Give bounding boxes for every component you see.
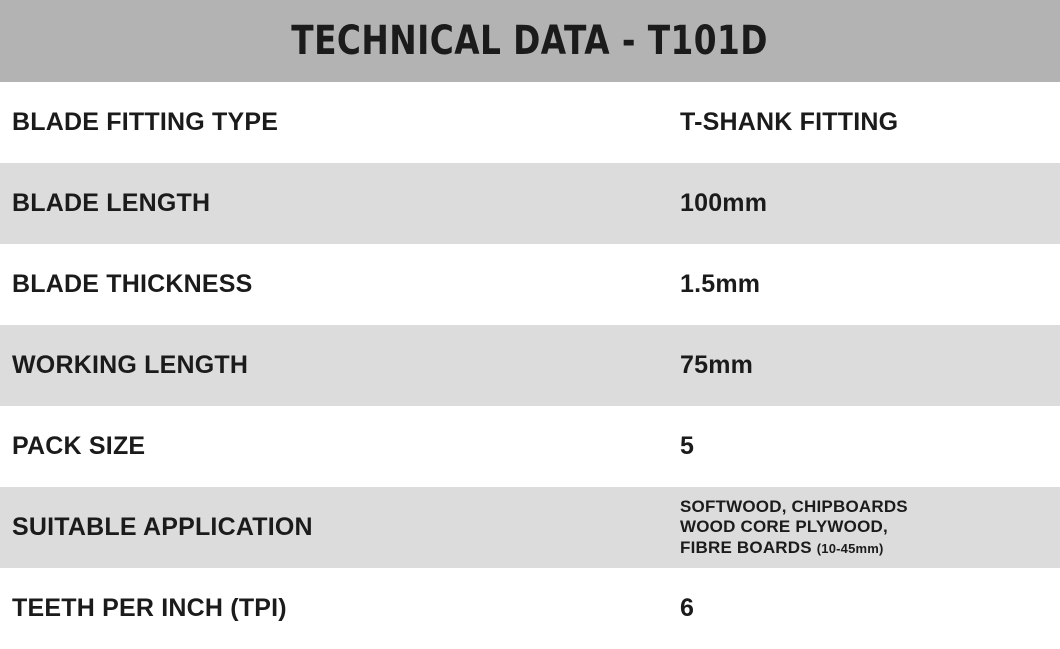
table-row: [0, 325, 1060, 406]
table-row: [0, 568, 1060, 649]
row-value-line: WOOD CORE PLYWOOD,: [680, 517, 888, 537]
row-label: BLADE LENGTH: [12, 189, 211, 218]
row-value-line: FIBRE BOARDS: [680, 537, 812, 557]
row-value: 100mm: [680, 189, 768, 218]
row-label: PACK SIZE: [12, 432, 146, 461]
row-value: 6: [680, 594, 695, 623]
page-title: TECHNICAL DATA - T101D: [291, 18, 769, 64]
table-row: [0, 244, 1060, 325]
table-row: [0, 406, 1060, 487]
row-value: 75mm: [680, 351, 754, 380]
row-value: [680, 497, 1060, 557]
table-header: [0, 0, 1060, 82]
row-label: BLADE THICKNESS: [12, 270, 253, 299]
row-value-line-with-note: [680, 538, 1048, 558]
row-label: SUITABLE APPLICATION: [12, 513, 313, 542]
row-label: TEETH PER INCH (TPI): [12, 594, 287, 623]
row-value: 1.5mm: [680, 270, 761, 299]
row-value-line: SOFTWOOD, CHIPBOARDS: [680, 497, 908, 517]
row-value: T-SHANK FITTING: [680, 108, 899, 137]
table-row: [0, 487, 1060, 568]
row-value: 5: [680, 432, 695, 461]
row-label: WORKING LENGTH: [12, 351, 249, 380]
table-row: [0, 82, 1060, 163]
row-value-note: (10-45mm): [816, 540, 884, 556]
table-row: [0, 163, 1060, 244]
row-label: BLADE FITTING TYPE: [12, 108, 279, 137]
